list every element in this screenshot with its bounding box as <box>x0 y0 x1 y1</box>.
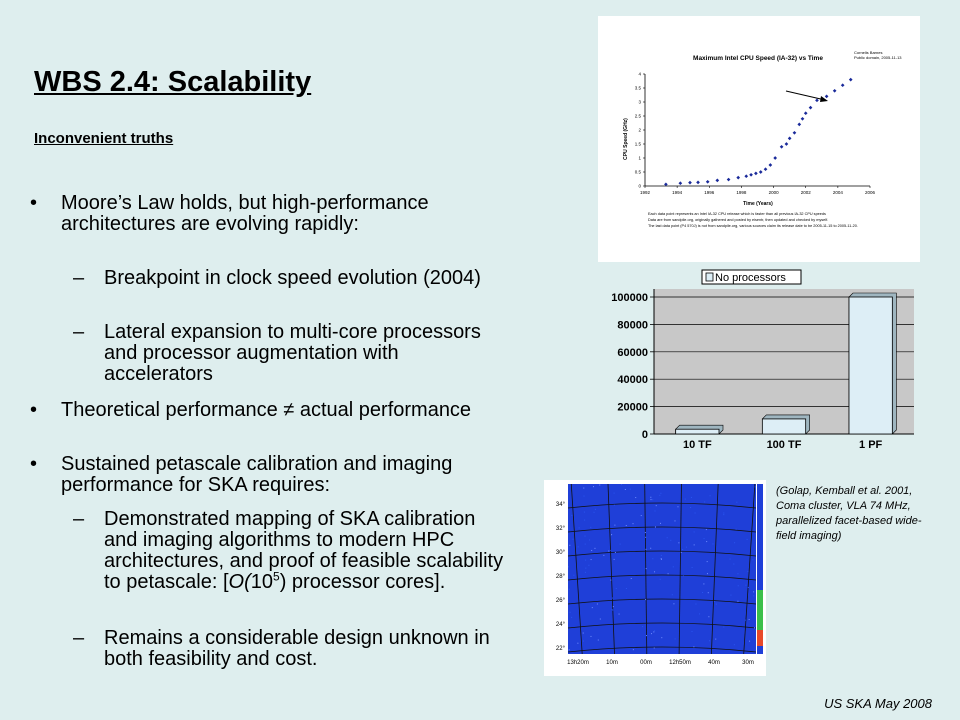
bullet-text: Moore’s Law holds, but high-performance architectures are evolving rapidly: <box>61 192 429 235</box>
sky-speckle <box>583 633 584 634</box>
sub-bullet-marker: – <box>73 627 85 649</box>
sky-speckle <box>695 512 696 513</box>
x-tick-label: 2006 <box>864 190 876 195</box>
x-tick-label: 100 TF <box>766 439 802 451</box>
sky-speckle <box>599 485 600 486</box>
sky-speckle <box>661 559 662 560</box>
colorbar-band <box>757 630 763 646</box>
sky-speckle <box>699 613 700 614</box>
data-point <box>841 83 845 87</box>
data-point <box>797 123 801 127</box>
sky-speckle <box>578 546 579 547</box>
colorbar-band <box>757 590 763 630</box>
y-tick-label: 1 <box>638 155 641 161</box>
sky-speckle <box>695 604 696 605</box>
sky-speckle <box>613 606 614 607</box>
sky-speckle <box>588 565 589 566</box>
sky-speckle <box>754 627 755 628</box>
sky-speckle <box>633 649 634 650</box>
bar <box>762 419 805 434</box>
dec-label: 30° <box>555 550 565 556</box>
y-axis-label: CPU Speed (GHz) <box>623 118 629 160</box>
sky-speckle <box>571 515 572 516</box>
y-tick-label: 100000 <box>611 292 648 304</box>
sky-speckle <box>691 631 692 632</box>
y-tick-label: 0 <box>638 183 641 189</box>
sky-speckle <box>655 526 656 527</box>
sky-speckle <box>703 583 704 584</box>
sky-speckle <box>619 614 620 615</box>
sky-speckle <box>614 525 615 526</box>
cpu-speed-chart <box>598 16 920 262</box>
data-point <box>715 179 719 183</box>
sky-speckle <box>661 555 662 556</box>
sky-speckle <box>673 566 674 567</box>
x-tick-label: 1998 <box>736 190 747 195</box>
dec-label: 28° <box>555 574 565 580</box>
sky-map <box>568 484 756 654</box>
sky-speckle <box>755 486 756 487</box>
sub-bullet-marker: – <box>73 508 85 530</box>
sky-speckle <box>713 543 714 544</box>
dec-label: 24° <box>555 622 565 628</box>
y-tick-label: 3.5 <box>634 85 641 91</box>
sky-speckle <box>734 542 735 543</box>
bar <box>849 297 892 434</box>
chart-attribution: Public domain, 2005-11-13 <box>854 55 902 60</box>
sky-speckle <box>568 566 569 567</box>
sky-speckle <box>654 647 655 648</box>
sky-speckle <box>614 559 615 560</box>
data-point <box>679 181 683 185</box>
sky-speckle <box>673 603 674 604</box>
sky-speckle <box>570 612 571 613</box>
image-caption: (Golap, Kemball et al. 2001, Coma cluster, VLA 74 MHz, parallelized facet-based wide-field imaging) <box>776 485 922 542</box>
sky-speckle <box>612 598 613 599</box>
sky-speckle <box>704 538 705 539</box>
sky-speckle <box>678 542 679 543</box>
sky-speckle <box>716 604 717 605</box>
sky-speckle <box>753 595 754 596</box>
sky-speckle <box>659 495 660 496</box>
y-tick-label: 4 <box>638 71 641 77</box>
ra-label: 13h20m <box>567 660 589 666</box>
annotation-arrow <box>786 91 825 100</box>
bullet-text: Sustained petascale calibration and imaging performance for SKA requires: <box>61 453 453 496</box>
sky-speckle <box>675 638 676 639</box>
sky-speckle <box>652 558 653 559</box>
data-point <box>769 163 773 167</box>
coma-cluster-image <box>544 480 766 676</box>
sky-speckle <box>653 631 654 632</box>
data-point <box>804 111 808 115</box>
sky-speckle <box>682 549 683 550</box>
data-point <box>801 117 805 121</box>
sky-speckle <box>651 633 652 634</box>
sky-speckle <box>584 512 585 513</box>
sky-speckle <box>660 579 661 580</box>
x-tick-label: 1992 <box>639 190 651 195</box>
sky-speckle <box>661 637 662 638</box>
sky-speckle <box>585 568 586 569</box>
sky-speckle <box>650 497 651 498</box>
sky-speckle <box>752 559 753 560</box>
sky-speckle <box>608 551 609 552</box>
data-point <box>833 89 837 93</box>
bullet-marker: • <box>30 399 38 421</box>
sky-speckle <box>681 552 682 553</box>
sky-speckle <box>736 502 737 503</box>
sky-speckle <box>749 641 750 642</box>
sky-speckle <box>610 580 611 581</box>
y-tick-label: 2 <box>638 127 641 133</box>
sky-speckle <box>631 578 632 579</box>
data-point <box>849 78 853 82</box>
data-point <box>780 145 784 149</box>
sky-speckle <box>590 527 591 528</box>
processor-bar-chart <box>596 266 916 458</box>
data-point <box>793 131 797 135</box>
sky-speckle <box>707 561 708 562</box>
ra-label: 40m <box>708 660 720 666</box>
sky-speckle <box>694 531 695 532</box>
sky-speckle <box>589 539 590 540</box>
y-tick-label: 60000 <box>617 346 648 359</box>
sky-speckle <box>704 501 705 502</box>
y-tick-label: 2.5 <box>634 113 641 119</box>
sky-speckle <box>585 544 586 545</box>
bullet-marker: • <box>30 192 38 214</box>
data-point <box>749 173 753 177</box>
sky-speckle <box>710 495 711 496</box>
sky-speckle <box>667 537 668 538</box>
sky-speckle <box>660 493 661 494</box>
data-point <box>785 142 789 146</box>
bullet-text: Theoretical performance ≠ actual performance <box>61 399 472 421</box>
sky-speckle <box>584 520 585 521</box>
sky-speckle <box>583 488 584 489</box>
y-tick-label: 20000 <box>617 401 648 414</box>
sky-speckle <box>603 555 604 556</box>
sky-speckle <box>583 641 584 642</box>
sky-speckle <box>694 544 695 545</box>
sky-speckle <box>702 592 703 593</box>
chart-title: Maximum Intel CPU Speed (IA-32) vs Time <box>693 55 823 62</box>
sky-speckle <box>616 588 617 589</box>
y-tick-label: 0 <box>641 429 648 441</box>
sky-speckle <box>677 506 678 507</box>
data-point <box>815 98 819 102</box>
sky-speckle <box>660 523 661 524</box>
sky-speckle <box>612 609 613 610</box>
footer-text: US SKA May 2008 <box>824 696 932 711</box>
sky-speckle <box>590 636 591 637</box>
ra-label: 10m <box>606 660 618 666</box>
sky-speckle <box>642 626 643 627</box>
sky-speckle <box>585 536 586 537</box>
sky-speckle <box>610 550 611 551</box>
ra-label: 00m <box>640 660 652 666</box>
x-tick-label: 2002 <box>800 190 811 195</box>
sky-speckle <box>645 532 646 533</box>
sky-speckle <box>594 548 595 549</box>
sky-speckle <box>709 640 710 641</box>
sky-speckle <box>645 537 646 538</box>
chart-footnote: The last data point (P4 570J) is not from sandpile.org, various sources claim its release date to be 2005-11-15 to 2005-11-20. <box>648 224 858 228</box>
sky-speckle <box>569 545 570 546</box>
bar <box>676 429 719 434</box>
sky-speckle <box>573 539 574 540</box>
sky-speckle <box>654 571 655 572</box>
sky-speckle <box>683 575 684 576</box>
sky-speckle <box>626 588 627 589</box>
sky-speckle <box>708 616 709 617</box>
ra-label: 30m <box>742 660 754 666</box>
sky-speckle <box>615 552 616 553</box>
sky-speckle <box>749 619 750 620</box>
y-tick-label: 80000 <box>617 319 648 332</box>
cpu-speed-chart-svg <box>598 16 920 262</box>
sky-speckle <box>747 539 748 540</box>
slide-title: WBS 2.4: Scalability <box>34 66 312 98</box>
sky-speckle <box>692 567 693 568</box>
bullet-marker: • <box>30 453 38 475</box>
sky-speckle <box>715 639 716 640</box>
sky-speckle <box>633 523 634 524</box>
data-point <box>706 180 710 184</box>
chart-footnote: Each data point represents an Intel IA-32 CPU release which is faster than all previous IA-32 CPU speeds <box>648 212 826 216</box>
sky-speckle <box>668 573 669 574</box>
sky-speckle <box>626 525 627 526</box>
x-tick-label: 10 TF <box>682 439 712 451</box>
sky-speckle <box>597 603 598 604</box>
sky-speckle <box>656 505 657 506</box>
data-point <box>825 95 829 99</box>
sky-speckle <box>745 585 746 586</box>
sky-speckle <box>685 499 686 500</box>
sky-speckle <box>650 499 651 500</box>
sky-speckle <box>635 497 636 498</box>
data-point <box>788 137 792 141</box>
sky-speckle <box>630 489 631 490</box>
sky-speckle <box>690 507 691 508</box>
ra-label: 12h50m <box>669 660 691 666</box>
sky-speckle <box>611 534 612 535</box>
sky-speckle <box>592 607 593 608</box>
sky-speckle <box>591 550 592 551</box>
data-point <box>727 178 731 182</box>
sky-speckle <box>611 535 612 536</box>
sky-speckle <box>714 601 715 602</box>
sky-speckle <box>625 489 626 490</box>
sky-speckle <box>723 627 724 628</box>
y-tick-label: 0.5 <box>634 169 641 175</box>
sky-speckle <box>730 559 731 560</box>
sky-speckle <box>645 549 646 550</box>
sub-bullet-text: Breakpoint in clock speed evolution (2004) <box>104 267 481 289</box>
sky-speckle <box>708 592 709 593</box>
sky-speckle <box>706 529 707 530</box>
sky-speckle <box>569 589 570 590</box>
sub-bullet-marker: – <box>73 267 85 289</box>
sky-speckle <box>745 620 746 621</box>
sky-speckle <box>723 513 724 514</box>
sky-speckle <box>646 568 647 569</box>
coma-cluster-image-svg <box>544 480 766 676</box>
sky-speckle <box>654 630 655 631</box>
x-tick-label: 1996 <box>704 190 715 195</box>
data-point <box>754 172 758 176</box>
data-point <box>759 170 763 174</box>
y-tick-label: 3 <box>638 99 641 105</box>
sky-speckle <box>707 573 708 574</box>
sky-speckle <box>571 617 572 618</box>
dec-label: 26° <box>555 598 565 604</box>
data-point <box>744 174 748 178</box>
x-tick-label: 1994 <box>672 190 683 195</box>
sky-speckle <box>650 548 651 549</box>
sky-speckle <box>595 509 596 510</box>
chart-footnote: Data are from sandpile.org, originally gathered and posted by eisentr, then updated and checked by myself. <box>648 218 829 222</box>
sky-speckle <box>585 572 586 573</box>
sky-speckle <box>569 649 570 650</box>
sky-speckle <box>737 601 738 602</box>
dec-label: 22° <box>555 646 565 652</box>
y-tick-label: 40000 <box>617 374 648 387</box>
sub-bullet-text: Lateral expansion to multi-core processors and processor augmentation with accelerators <box>104 321 481 385</box>
sky-speckle <box>614 493 615 494</box>
x-tick-label: 2004 <box>832 190 843 195</box>
data-point <box>773 156 777 160</box>
data-point <box>736 176 740 180</box>
sky-speckle <box>686 547 687 548</box>
sky-speckle <box>652 499 653 500</box>
legend-swatch <box>706 273 713 281</box>
sky-speckle <box>579 527 580 528</box>
sky-speckle <box>734 644 735 645</box>
sky-speckle <box>733 564 734 565</box>
y-tick-label: 1.5 <box>634 141 641 147</box>
sky-speckle <box>620 544 621 545</box>
sky-speckle <box>753 591 754 592</box>
data-point <box>688 181 692 185</box>
dec-label: 32° <box>555 526 565 532</box>
sky-speckle <box>645 599 646 600</box>
dec-label: 34° <box>555 502 565 508</box>
sky-speckle <box>672 594 673 595</box>
sky-speckle <box>646 635 647 636</box>
sky-speckle <box>748 587 749 588</box>
sky-speckle <box>693 646 694 647</box>
sky-speckle <box>621 484 622 485</box>
sky-speckle <box>591 559 592 560</box>
x-tick-label: 2000 <box>768 190 779 195</box>
sky-speckle <box>655 510 656 511</box>
processor-bar-chart-svg <box>596 266 916 458</box>
chart-attribution: Cornelis Barnes <box>854 50 883 55</box>
sky-speckle <box>641 515 642 516</box>
slide-subtitle: Inconvenient truths <box>34 130 174 147</box>
sub-bullet-text: Demonstrated mapping of SKA calibration and imaging algorithms to modern HPC architectures, and proof of feasible scalability to petascale: [$O(10^5)$ processor cores]. <box>104 508 504 593</box>
sub-bullet-text: Remains a considerable design unknown in both feasibility and cost. <box>104 627 490 670</box>
data-point <box>764 167 768 171</box>
x-axis-label: Time (Years) <box>743 201 773 207</box>
sky-speckle <box>585 560 586 561</box>
sky-speckle <box>691 497 692 498</box>
sky-speckle <box>670 540 671 541</box>
sky-speckle <box>577 643 578 644</box>
sky-speckle <box>593 486 594 487</box>
sky-speckle <box>737 573 738 574</box>
sky-speckle <box>598 640 599 641</box>
x-tick-label: 1 PF <box>859 439 883 451</box>
sky-speckle <box>674 520 675 521</box>
legend-label: No processors <box>715 272 786 284</box>
sky-speckle <box>706 541 707 542</box>
sky-speckle <box>573 575 574 576</box>
sky-speckle <box>594 512 595 513</box>
sky-speckle <box>600 619 601 620</box>
sky-speckle <box>747 571 748 572</box>
sub-bullet-marker: – <box>73 321 85 343</box>
sky-speckle <box>583 496 584 497</box>
data-point <box>809 106 813 110</box>
sky-speckle <box>614 505 615 506</box>
sky-speckle <box>730 595 731 596</box>
data-point <box>696 181 700 185</box>
sky-speckle <box>738 585 739 586</box>
sky-speckle <box>736 529 737 530</box>
sky-speckle <box>723 514 724 515</box>
